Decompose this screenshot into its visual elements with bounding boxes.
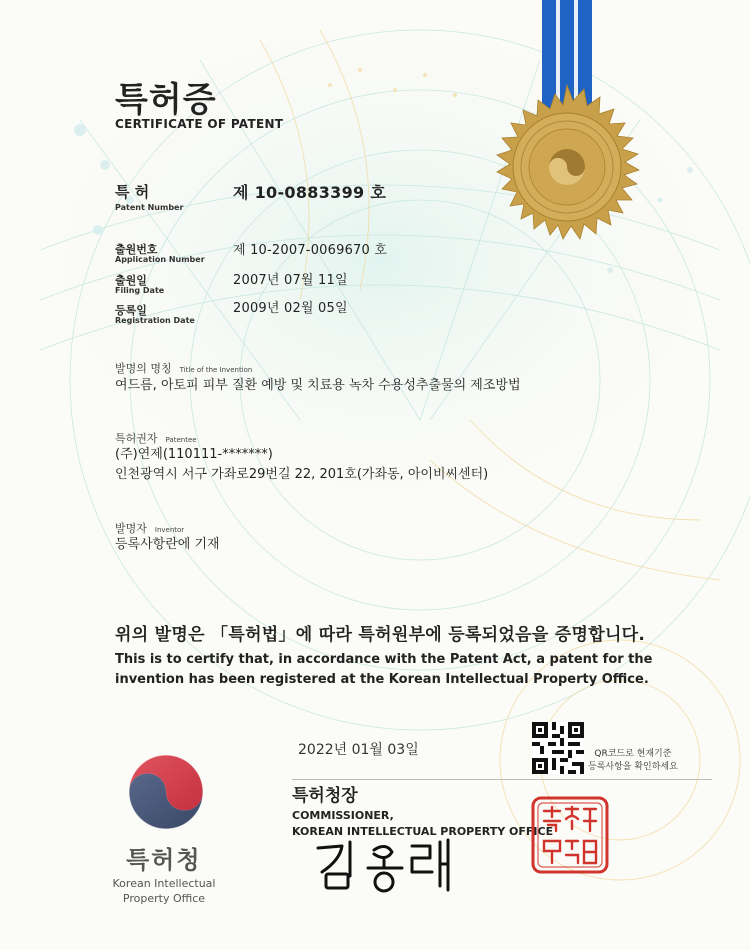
issue-date: 2022년 01월 03일 <box>298 742 419 758</box>
application-number-label: 출원번호 <box>115 243 158 256</box>
certification-english-line-1: This is to certify that, in accordance with the Patent Act, a patent for the <box>115 652 653 667</box>
qr-caption-line-1: QR코드로 현재기준 <box>594 749 672 759</box>
filing-date-label-en: Filing Date <box>115 286 165 295</box>
qr-caption-line-2: 등록사항을 확인하세요 <box>588 762 678 772</box>
filing-date-value: 2007년 07월 11일 <box>233 273 348 288</box>
qr-code-caption <box>588 748 678 774</box>
commissioner-title-english <box>292 808 553 840</box>
inventor-label: 발명자 <box>115 522 147 535</box>
registration-date-label-en: Registration Date <box>115 316 195 325</box>
inventor-label-en: Inventor <box>154 526 185 534</box>
registration-date-value: 2009년 02월 05일 <box>233 301 348 316</box>
application-number-value: 제 10-2007-0069670 호 <box>233 243 388 258</box>
korean-intellectual-property-office-logo-icon <box>122 748 210 836</box>
patent-number-label-en: Patent Number <box>115 203 184 212</box>
application-number-label-en: Application Number <box>115 255 205 264</box>
invention-title-label: 발명의 명칭 <box>115 362 172 375</box>
inventor-value: 등록사항란에 기재 <box>115 537 220 552</box>
patentee-address: 인천광역시 서구 가좌로29번길 22, 201호(가좌동, 아이비씨센터) <box>115 467 489 482</box>
patentee-label-en: Patentee <box>165 436 197 444</box>
certificate-title-english: CERTIFICATE OF PATENT <box>115 117 284 131</box>
qr-code-icon[interactable] <box>532 722 584 774</box>
filing-date-label: 출원일 <box>115 274 147 287</box>
office-name-english-line-1: Korean Intellectual <box>112 877 216 890</box>
patentee-name: (주)연제(110111-*******) <box>115 447 273 462</box>
certification-statement-english <box>115 650 652 690</box>
invention-title-value: 여드름, 아토피 피부 질환 예방 및 치료용 녹차 수용성추출물의 제조방법 <box>115 378 521 393</box>
patentee-label: 특허권자 <box>115 432 158 445</box>
certification-english-line-2: invention has been registered at the Korean Intellectual Property Office. <box>115 672 649 687</box>
divider-line <box>292 779 712 780</box>
certificate-title-korean: 특허증 <box>115 80 217 120</box>
commissioner-signature <box>312 838 462 898</box>
invention-title-label-en: Title of the Invention <box>179 366 253 374</box>
patent-number-value: 제 10-0883399 호 <box>233 183 387 202</box>
registration-date-label: 등록일 <box>115 304 147 317</box>
certification-statement-korean: 위의 발명은 「특허법」에 따라 특허원부에 등록되었음을 증명합니다. <box>115 625 646 645</box>
commissioner-english-line-2: KOREAN INTELLECTUAL PROPERTY OFFICE <box>292 825 554 838</box>
office-name-english-line-2: Property Office <box>122 892 206 905</box>
gold-medal-seal <box>480 0 660 260</box>
official-red-stamp <box>530 795 610 875</box>
commissioner-english-line-1: COMMISSIONER, <box>292 809 394 822</box>
office-name-korean: 특허청 <box>126 846 202 874</box>
office-name-english <box>107 876 221 906</box>
commissioner-title-korean: 특허청장 <box>292 786 358 806</box>
patent-number-label: 특 허 <box>115 183 150 201</box>
